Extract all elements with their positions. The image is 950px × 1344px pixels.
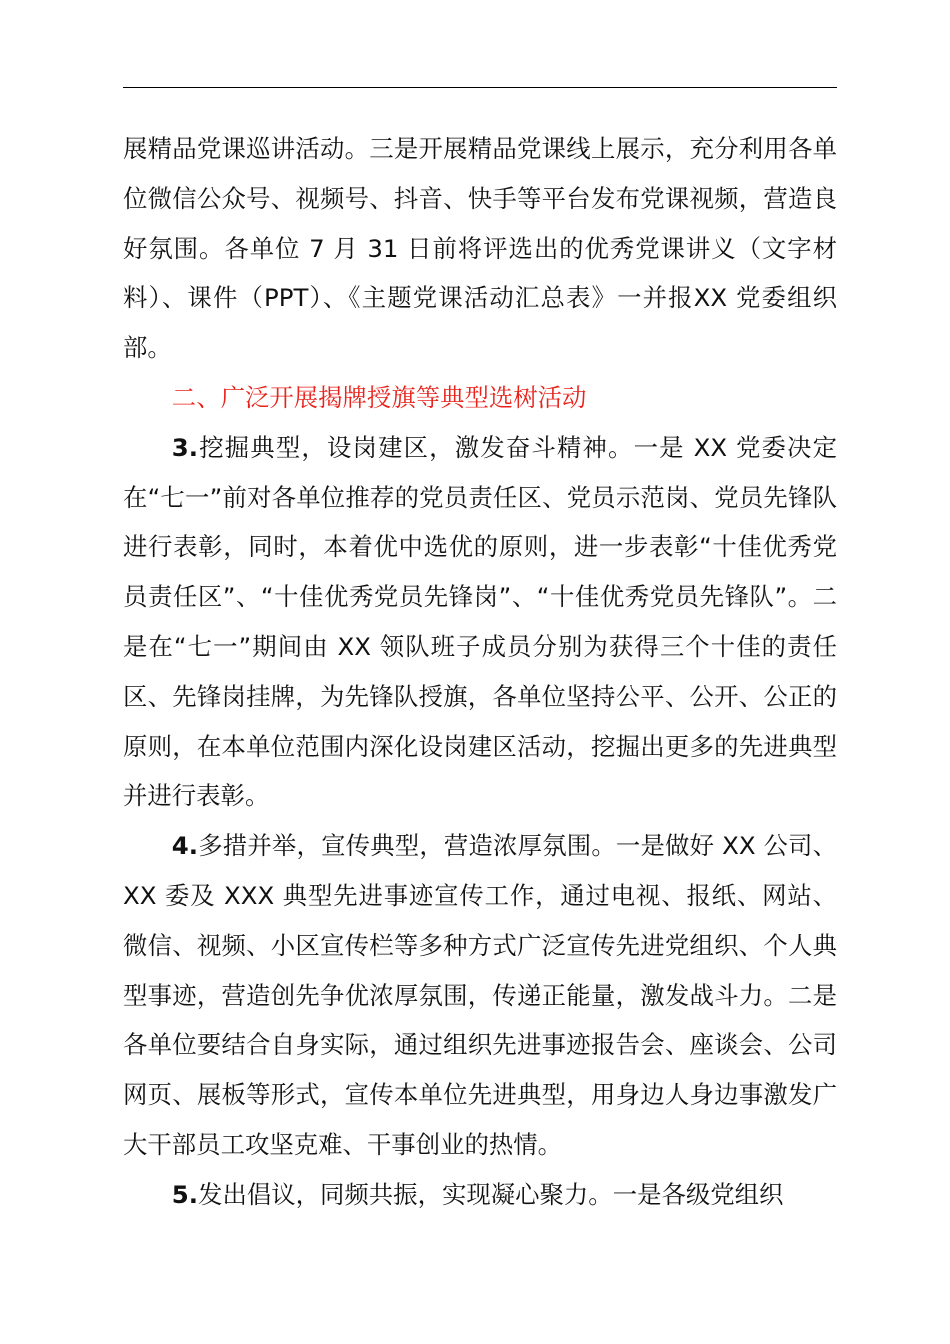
- paragraph-item-4: [123, 821, 837, 1170]
- item-number: 4.: [171, 831, 199, 861]
- paragraph-continued: [123, 124, 837, 373]
- item-number: 3.: [171, 432, 199, 462]
- paragraph-text: 多措并举，宣传典型，营造浓厚氛围。一是做好 XX 公司、XX 委及 XXX 典型先进事迹宣传工作，通过电视、报纸、网站、微信、视频、小区宣传栏等多种方式广泛宣传先进党组织、个人典型事迹，营造创先争优浓厚氛围，传递正能量，激发战斗力。二是各单位要结合自身实际，通过组织先进事迹报告会、座谈会、公司网页、展板等形式，宣传本单位先进典型，用身边人身边事激发广大干部员工攻坚克难、干事创业的热情。: [123, 831, 837, 1159]
- paragraph-text: 展精品党课巡讲活动。三是开展精品党课线上展示，充分利用各单位微信公众号、视频号、抖音、快手等平台发布党课视频，营造良好氛围。各单位 7 月 31 日前将评选出的优秀党课讲义（文字材料）、课件（PPT）、《主题党课活动汇总表》一并报XX 党委组织部。: [123, 134, 837, 363]
- section-heading-text: 二、广泛开展揭牌授旗等典型选树活动: [171, 382, 587, 412]
- item-number: 5.: [171, 1179, 199, 1209]
- document-body: [123, 124, 837, 1220]
- header-rule: [123, 87, 837, 88]
- paragraph-item-3: [123, 423, 837, 821]
- paragraph-text: 挖掘典型，设岗建区，激发奋斗精神。一是 XX 党委决定在“七一”前对各单位推荐的党员责任区、党员示范岗、党员先锋队进行表彰，同时，本着优中选优的原则，进一步表彰“十佳优秀党员责任区”、“十佳优秀党员先锋岗”、“十佳优秀党员先锋队”。二是在“七一”期间由 XX 领队班子成员分别为获得三个十佳的责任区、先锋岗挂牌，为先锋队授旗，各单位坚持公平、公开、公正的原则，在本单位范围内深化设岗建区活动，挖掘出更多的先进典型并进行表彰。: [123, 432, 837, 811]
- paragraph-text: 发出倡议，同频共振，实现凝心聚力。一是各级党组织: [198, 1179, 784, 1209]
- paragraph-item-5: [123, 1170, 837, 1220]
- section-heading: [123, 373, 837, 423]
